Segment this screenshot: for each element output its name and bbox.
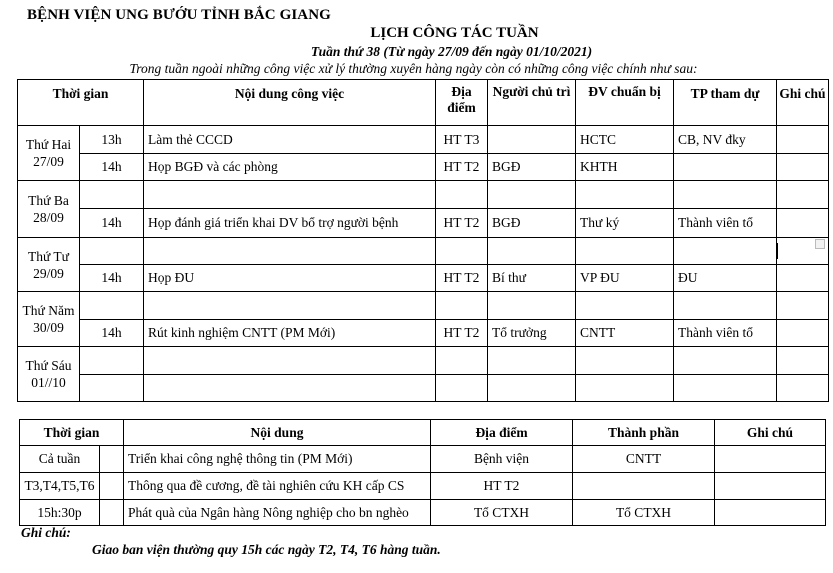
- time-cell: 13h: [80, 126, 144, 154]
- place-cell: HT T2: [431, 473, 573, 500]
- note-cell: [777, 209, 829, 238]
- note-cell: [777, 375, 829, 402]
- day-date: 29/09: [33, 265, 64, 281]
- header-attendees: TP tham dự: [674, 80, 777, 126]
- spacer-cell: [100, 473, 124, 500]
- intro-text: [0, 61, 833, 77]
- day-cell-monday: [18, 126, 80, 181]
- day-date: 27/09: [33, 154, 64, 169]
- other-header-row: [20, 420, 826, 446]
- content-cell: [144, 292, 436, 320]
- day-name: Thứ Ba: [28, 193, 69, 208]
- text-cursor: [777, 243, 778, 259]
- header-time: Thời gian: [18, 80, 144, 126]
- attendees-cell: [674, 375, 777, 402]
- header-time: Thời gian: [20, 420, 124, 446]
- header-place: Địa điểm: [431, 420, 573, 446]
- week-subtitle-text: Tuần thứ 38 (Từ ngày 27/09 đến ngày 01/10/2021): [310, 44, 593, 59]
- footer-note-label: Ghi chú:: [21, 525, 71, 540]
- day-date: 30/09: [33, 320, 64, 335]
- day-name: Thứ Hai: [25, 137, 72, 152]
- spacer-cell: [100, 446, 124, 473]
- time-cell: 14h: [80, 209, 144, 238]
- attendees-cell: CB, NV đky: [674, 126, 777, 154]
- table-row: [18, 181, 829, 209]
- content-cell: Triển khai công nghệ thông tin (PM Mới): [124, 446, 431, 473]
- prep-cell: KHTH: [576, 154, 674, 181]
- note-cell: [777, 347, 829, 375]
- intro-text-content: Trong tuần ngoài những công việc xử lý thường xuyên hàng ngày còn có những công việc chính như sau:: [129, 61, 698, 76]
- day-date: 28/09: [33, 210, 64, 225]
- table-row: [18, 375, 829, 402]
- day-name: Thứ Sáu: [25, 358, 72, 373]
- document-title: [0, 25, 833, 42]
- time-cell: [80, 238, 144, 265]
- document-title-text: LỊCH CÔNG TÁC TUẦN: [370, 25, 539, 41]
- attendees-cell: Thành viên tổ: [674, 320, 777, 347]
- time-cell: 14h: [80, 320, 144, 347]
- time-cell: [80, 181, 144, 209]
- day-date: 01//10: [31, 375, 66, 390]
- other-tasks-table: [19, 419, 826, 526]
- content-cell: Họp ĐU: [144, 265, 436, 292]
- place-cell: [436, 375, 488, 402]
- day-cell-thursday: [18, 292, 80, 347]
- prep-cell: Thư ký: [576, 209, 674, 238]
- prep-cell: [576, 238, 674, 265]
- host-cell: Bí thư: [488, 265, 576, 292]
- note-cell: [777, 292, 829, 320]
- prep-cell: [576, 181, 674, 209]
- note-cell: [715, 500, 826, 526]
- place-cell: Tổ CTXH: [431, 500, 573, 526]
- attendees-cell: [674, 181, 777, 209]
- members-cell: Tổ CTXH: [573, 500, 715, 526]
- time-cell: Cả tuần: [20, 446, 100, 473]
- place-cell: [436, 181, 488, 209]
- host-cell: BGĐ: [488, 154, 576, 181]
- content-cell: [144, 181, 436, 209]
- note-cell: [777, 154, 829, 181]
- host-cell: [488, 292, 576, 320]
- attendees-cell: ĐU: [674, 265, 777, 292]
- time-cell: T3,T4,T5,T6: [20, 473, 100, 500]
- resize-handle-icon[interactable]: [815, 239, 825, 249]
- day-cell-tuesday: [18, 181, 80, 238]
- prep-cell: VP ĐU: [576, 265, 674, 292]
- prep-cell: [576, 347, 674, 375]
- attendees-cell: [674, 154, 777, 181]
- table-row: [18, 126, 829, 154]
- note-cell: [715, 446, 826, 473]
- day-name: Thứ Tư: [27, 248, 69, 264]
- table-row: [18, 238, 829, 265]
- content-cell: Họp đánh giá triển khai DV bổ trợ người bệnh: [144, 209, 436, 238]
- header-host: Người chủ trì: [488, 80, 576, 126]
- day-cell-friday: [18, 347, 80, 402]
- table-row: [18, 347, 829, 375]
- place-cell: HT T2: [436, 320, 488, 347]
- host-cell: [488, 126, 576, 154]
- table-row: [20, 446, 826, 473]
- place-cell: [436, 238, 488, 265]
- attendees-cell: [674, 238, 777, 265]
- content-cell: [144, 347, 436, 375]
- day-cell-wednesday: [18, 238, 80, 292]
- content-cell: Họp BGĐ và các phòng: [144, 154, 436, 181]
- prep-cell: [576, 375, 674, 402]
- note-cell: [777, 265, 829, 292]
- place-cell: [436, 347, 488, 375]
- place-cell: HT T2: [436, 209, 488, 238]
- header-note: Ghi chú: [777, 80, 829, 126]
- prep-cell: CNTT: [576, 320, 674, 347]
- day-name: Thứ Năm: [22, 303, 75, 318]
- members-cell: CNTT: [573, 446, 715, 473]
- organization-name: BỆNH VIỆN UNG BƯỚU TỈNH BẮC GIANG: [27, 7, 331, 23]
- time-cell: 14h: [80, 265, 144, 292]
- prep-cell: [576, 292, 674, 320]
- place-cell: Bệnh viện: [431, 446, 573, 473]
- place-cell: [436, 292, 488, 320]
- note-cell: [777, 126, 829, 154]
- content-cell: Làm thẻ CCCD: [144, 126, 436, 154]
- time-cell: [80, 292, 144, 320]
- table-row: [18, 292, 829, 320]
- attendees-cell: [674, 292, 777, 320]
- table-row: [18, 320, 829, 347]
- time-cell: 14h: [80, 154, 144, 181]
- host-cell: [488, 238, 576, 265]
- note-cell: [777, 181, 829, 209]
- content-cell: Phát quà của Ngân hàng Nông nghiệp cho bn nghèo: [124, 500, 431, 526]
- members-cell: [573, 473, 715, 500]
- table-row: [18, 154, 829, 181]
- table-row: [20, 500, 826, 526]
- header-content: Nội dung: [124, 420, 431, 446]
- content-cell: Thông qua đề cương, đề tài nghiên cứu KH cấp CS: [124, 473, 431, 500]
- host-cell: BGĐ: [488, 209, 576, 238]
- table-row: [18, 209, 829, 238]
- content-cell: [144, 238, 436, 265]
- attendees-cell: Thành viên tổ: [674, 209, 777, 238]
- week-subtitle: [0, 44, 833, 60]
- spacer-cell: [100, 500, 124, 526]
- table-row: [18, 265, 829, 292]
- place-cell: HT T2: [436, 154, 488, 181]
- header-place: Địa điểm: [436, 80, 488, 126]
- content-cell: Rút kinh nghiệm CNTT (PM Mới): [144, 320, 436, 347]
- time-cell: [80, 375, 144, 402]
- content-cell: [144, 375, 436, 402]
- note-cell: [777, 320, 829, 347]
- attendees-cell: [674, 347, 777, 375]
- prep-cell: HCTC: [576, 126, 674, 154]
- header-prep: ĐV chuẩn bị: [576, 80, 674, 126]
- weekly-schedule-table: [17, 79, 829, 402]
- header-note: Ghi chú: [715, 420, 826, 446]
- schedule-header-row: [18, 80, 829, 126]
- host-cell: [488, 375, 576, 402]
- note-cell: [715, 473, 826, 500]
- header-content: Nội dung công việc: [144, 80, 436, 126]
- host-cell: [488, 181, 576, 209]
- header-members: Thành phần: [573, 420, 715, 446]
- time-cell: 15h:30p: [20, 500, 100, 526]
- place-cell: HT T3: [436, 126, 488, 154]
- time-cell: [80, 347, 144, 375]
- host-cell: [488, 347, 576, 375]
- table-row: [20, 473, 826, 500]
- host-cell: Tổ trưởng: [488, 320, 576, 347]
- place-cell: HT T2: [436, 265, 488, 292]
- footer-note-text: Giao ban viện thường quy 15h các ngày T2, T4, T6 hàng tuần.: [92, 542, 441, 557]
